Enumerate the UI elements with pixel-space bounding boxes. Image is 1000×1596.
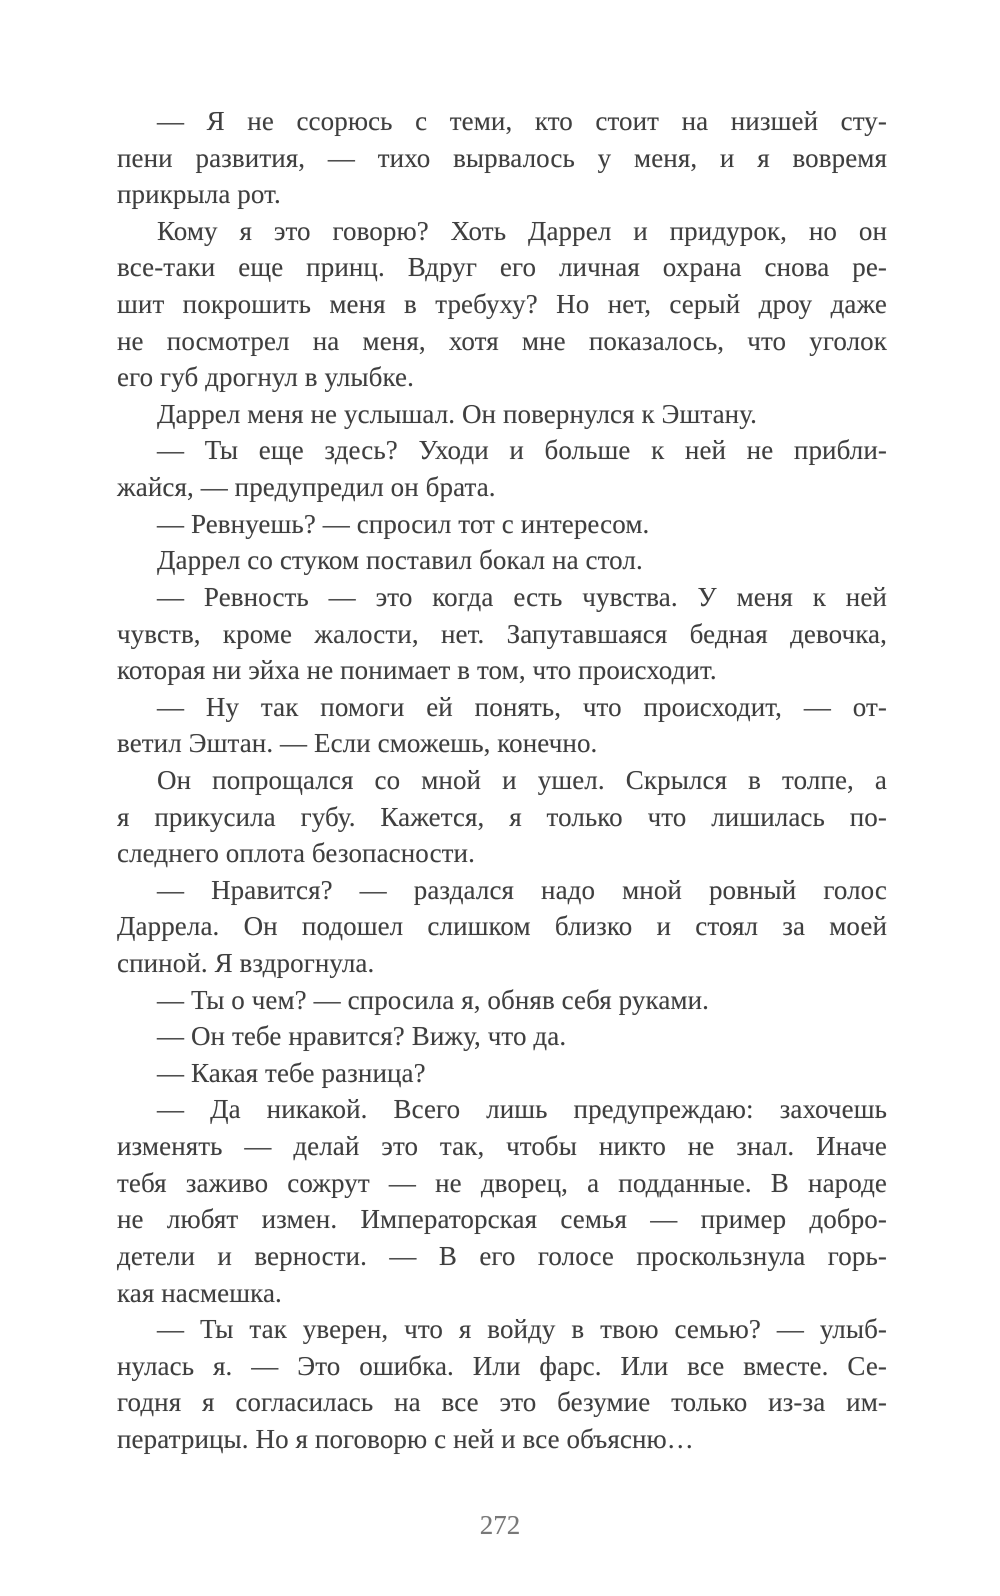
- text-line: которая ни эйха не понимает в том, что происходит.: [117, 655, 717, 686]
- text-line: — Ты так уверен, что я войду в твою семью? — улыб-: [157, 1314, 887, 1345]
- text-line: — Ну так помоги ей понять, что происходит, — от-: [157, 691, 887, 722]
- text-line: не любят измен. Императорская семья — пример добро-: [117, 1204, 887, 1235]
- text-line: изменять — делай это так, чтобы никто не знал. Иначе: [117, 1131, 887, 1162]
- text-line: нулась я. — Это ошибка. Или фарс. Или все вместе. Се-: [117, 1350, 887, 1381]
- text-line: жайся, — предупредил он брата.: [117, 472, 496, 503]
- text-line: прикрыла рот.: [117, 179, 281, 210]
- text-line: чувств, кроме жалости, нет. Запутавшаяся бедная девочка,: [117, 618, 887, 649]
- page-number: 272: [479, 1510, 521, 1540]
- text-line: тебя заживо сожрут — не дворец, а подданные. В народе: [117, 1167, 887, 1198]
- text-line: — Нравится? — раздался надо мной ровный голос: [157, 874, 887, 905]
- text-line: Он попрощался со мной и ушел. Скрылся в толпе, а: [157, 764, 887, 795]
- text-line: кая насмешка.: [117, 1277, 282, 1308]
- text-line: Кому я это говорю? Хоть Даррел и придурок, но он: [157, 215, 887, 246]
- text-line: я прикусила губу. Кажется, я только что лишилась по-: [117, 801, 887, 832]
- text-line: годня я согласилась на все это безумие только из-за им-: [117, 1387, 887, 1418]
- text-line: шит покрошить меня в требуху? Но нет, серый дроу даже: [117, 289, 887, 320]
- text-line: детели и верности. — В его голосе проскользнула горь-: [117, 1240, 887, 1271]
- text-line: — Ты еще здесь? Уходи и больше к ней не прибли-: [157, 435, 887, 466]
- text-line: — Ревнуешь? — спросил тот с интересом.: [157, 508, 650, 539]
- text-line: пени развития, — тихо вырвалось у меня, и я вовремя: [117, 142, 887, 173]
- text-line: — Да никакой. Всего лишь предупреждаю: захочешь: [157, 1094, 887, 1125]
- text-line: его губ дрогнул в улыбке.: [117, 362, 414, 393]
- text-line: следнего оплота безопасности.: [117, 838, 475, 869]
- text-line: ператрицы. Но я поговорю с ней и все объясню…: [117, 1423, 694, 1454]
- text-line: ветил Эштан. — Если сможешь, конечно.: [117, 728, 598, 759]
- text-line: — Какая тебе разница?: [157, 1057, 426, 1088]
- text-line: не посмотрел на меня, хотя мне показалось, что уголок: [117, 325, 887, 356]
- text-line: — Он тебе нравится? Вижу, что да.: [157, 1021, 567, 1052]
- text-line: все-таки еще принц. Вдруг его личная охрана снова ре-: [117, 252, 887, 283]
- text-line: спиной. Я вздрогнула.: [117, 948, 375, 979]
- text-line: Даррел меня не услышал. Он повернулся к Эштану.: [157, 398, 757, 429]
- text-line: — Я не ссорюсь с теми, кто стоит на низшей сту-: [157, 106, 887, 136]
- text-line: — Ревность — это когда есть чувства. У меня к ней: [157, 581, 887, 612]
- text-line: — Ты о чем? — спросила я, обняв себя руками.: [157, 984, 709, 1015]
- text-line: Даррела. Он подошел слишком близко и стоял за моей: [117, 911, 887, 942]
- text-block: [117, 103, 887, 1458]
- text-line: Даррел со стуком поставил бокал на стол.: [157, 545, 643, 576]
